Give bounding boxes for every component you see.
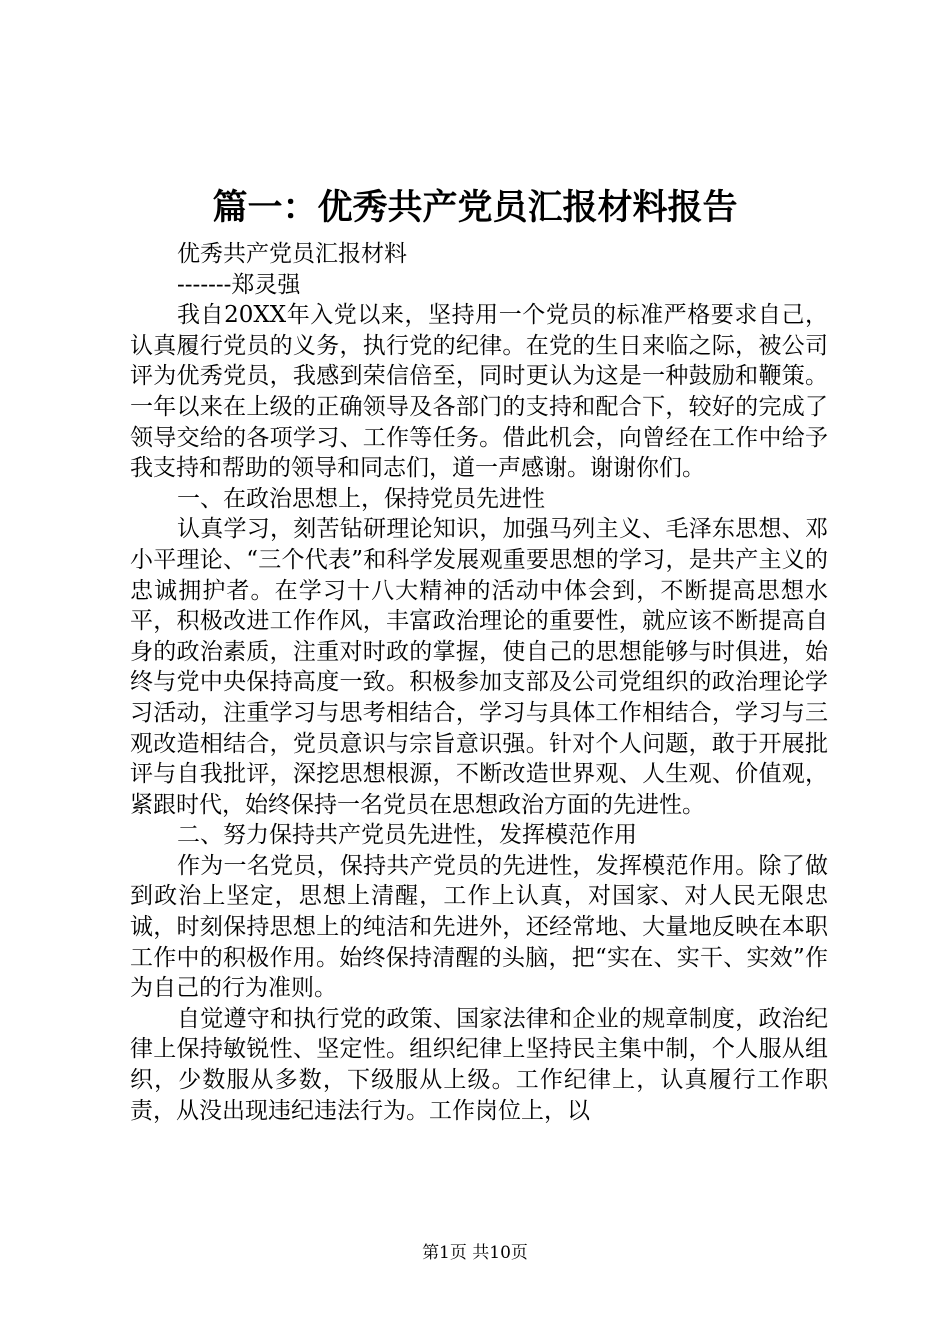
section-heading-2: 二、努力保持共产党员先进性，发挥模范作用 xyxy=(177,822,637,849)
document-title: 篇一：优秀共产党员汇报材料报告 xyxy=(212,187,738,228)
paragraph-exemplary-role: 作为一名党员，保持共产党员的先进性，发挥模范作用。除了做到政治上坚定，思想上清醒，工作上认真，对国家、对人民无限忠诚，时刻保持思想上的纯洁和先进外，还经常地、大量地反映在本职工作中的积极作用。始终保持清醒的头脑，把“实在、实干、实效”作为自己的行为准则。 xyxy=(130,852,828,1002)
document-subtitle: 优秀共产党员汇报材料 xyxy=(177,241,407,267)
author-line: -------郑灵强 xyxy=(177,271,301,298)
paragraph-intro: 我自20XX年入党以来，坚持用一个党员的标准严格要求自己，认真履行党员的义务，执行党的纪律。在党的生日来临之际，被公司评为优秀党员，我感到荣信倍至，同时更认为这是一种鼓励和鞭策。一年以来在上级的正确领导及各部门的支持和配合下，较好的完成了领导交给的各项学习、工作等任务。借此机会，向曾经在工作中给予我支持和帮助的领导和同志们，道一声感谢。谢谢你们。 xyxy=(130,302,828,482)
section-heading-1: 一、在政治思想上，保持党员先进性 xyxy=(177,485,545,512)
document-body xyxy=(130,239,828,1126)
paragraph-discipline: 自觉遵守和执行党的政策、国家法律和企业的规章制度，政治纪律上保持敏锐性、坚定性。组织纪律上坚持民主集中制，个人服从组织，少数服从多数，下级服从上级。工作纪律上，认真履行工作职责，从没出现违纪违法行为。工作岗位上，以 xyxy=(130,1005,828,1124)
paragraph-political-thought: 认真学习，刻苦钻研理论知识，加强马列主义、毛泽东思想、邓小平理论、“三个代表”和科学发展观重要思想的学习，是共产主义的忠诚拥护者。在学习十八大精神的活动中体会到，不断提高思想水平，积极改进工作作风，丰富政治理论的重要性，就应该不断提高自身的政治素质，注重对时政的掌握，使自己的思想能够与时俱进，始终与党中央保持高度一致。积极参加支部及公司党组织的政治理论学习活动，注重学习与思考相结合，学习与具体工作相结合，学习与三观改造相结合，党员意识与宗旨意识强。针对个人问题，敢于开展批评与自我批评，深挖思想根源，不断改造世界观、人生观、价值观，紧跟时代，始终保持一名党员在思想政治方面的先进性。 xyxy=(130,516,828,818)
page-number-footer: 第1页 共10页 xyxy=(422,1243,528,1263)
